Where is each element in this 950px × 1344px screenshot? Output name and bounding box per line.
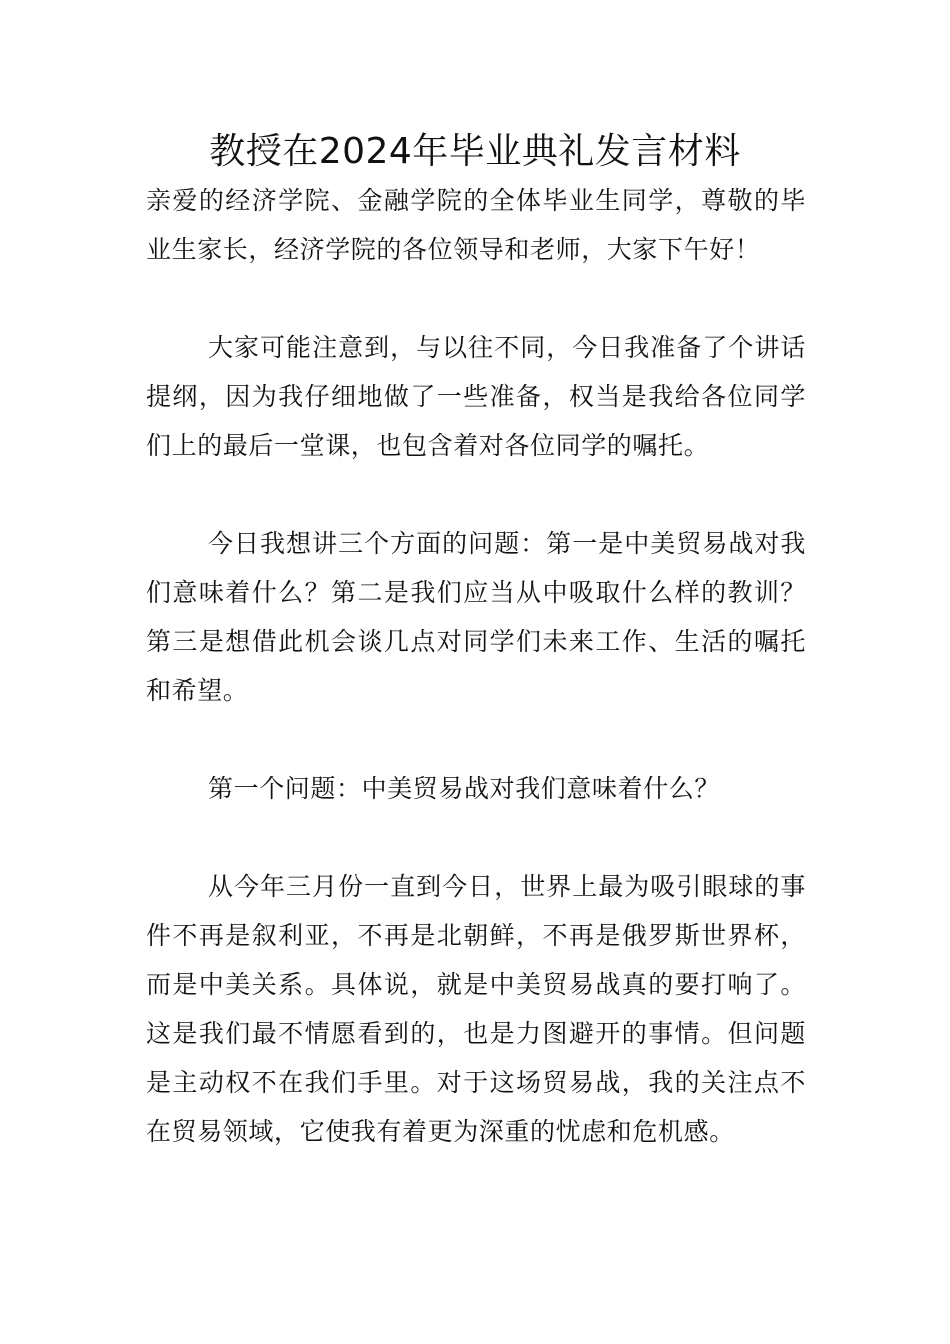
paragraph-spacer <box>146 813 806 862</box>
paragraph-spacer <box>146 715 806 764</box>
paragraph-spacer <box>146 470 806 519</box>
document-title: 教授在2024年毕业典礼发言材料 <box>209 131 741 172</box>
document-body <box>146 176 806 1156</box>
paragraph-outline: 今日我想讲三个方面的问题：第一是中美贸易战对我们意味着什么？第二是我们应当从中吸取什么样的教训？第三是想借此机会谈几点对同学们未来工作、生活的嘱托和希望。 <box>146 529 806 705</box>
paragraph-greeting: 亲爱的经济学院、金融学院的全体毕业生同学，尊敬的毕业生家长，经济学院的各位领导和老师，大家下午好！ <box>146 186 806 264</box>
paragraph-intro: 大家可能注意到，与以往不同，今日我准备了个讲话提纲，因为我仔细地做了一些准备，权当是我给各位同学们上的最后一堂课，也包含着对各位同学的嘱托。 <box>146 333 806 460</box>
paragraph-trade-war: 从今年三月份一直到今日，世界上最为吸引眼球的事件不再是叙利亚，不再是北朝鲜，不再是俄罗斯世界杯，而是中美关系。具体说，就是中美贸易战真的要打响了。这是我们最不情愿看到的，也是力图避开的事情。但问题是主动权不在我们手里。对于这场贸易战，我的关注点不在贸易领域，它使我有着更为深重的忧虑和危机感。 <box>146 872 806 1146</box>
section-heading-first-question: 第一个问题：中美贸易战对我们意味着什么？ <box>208 774 721 803</box>
paragraph-spacer <box>146 274 806 323</box>
